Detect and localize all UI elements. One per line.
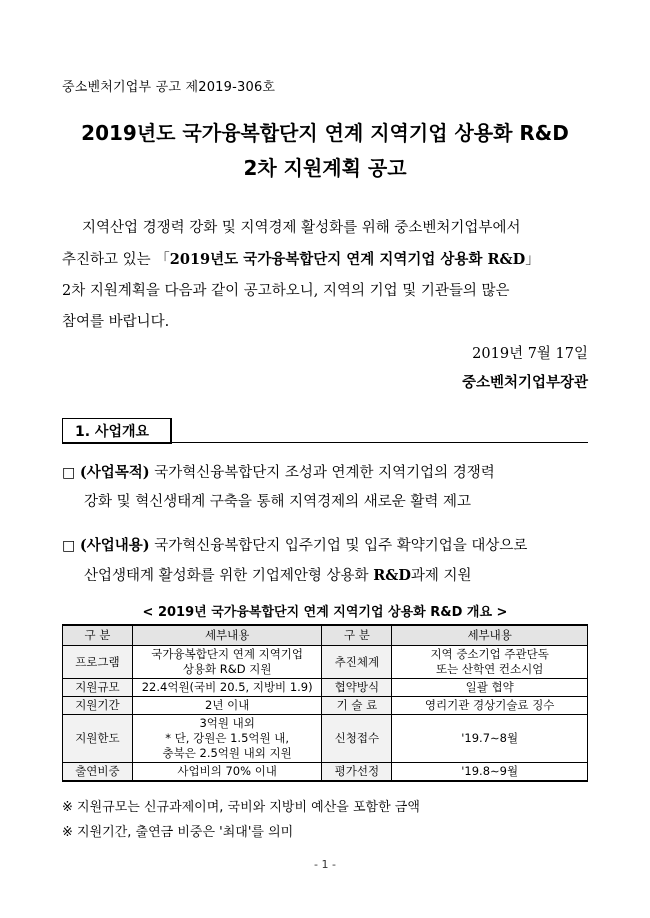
section-divider (172, 442, 588, 443)
bullet-text: 산업생태계 활성화를 위한 기업제안형 상용화 (84, 568, 374, 584)
notice-date: 2019년 7월 17일 (472, 346, 588, 362)
table-label-cell: 기 술 료 (322, 697, 392, 715)
table-label-cell: 지원한도 (63, 715, 133, 763)
bullet-line (62, 531, 597, 561)
cell-line: * 단, 강원은 1.5억원 내, (165, 731, 290, 745)
table-row (63, 763, 588, 782)
bullet-label: (사업내용) (79, 537, 150, 554)
intro-text: 」 (525, 252, 540, 268)
cell-line: 지역 중소기업 주관단독 (430, 647, 549, 661)
table-cell: 22.4억원(국비 20.5, 지방비 1.9) (132, 679, 322, 697)
table-cell: 2년 이내 (132, 697, 322, 715)
table-cell: '19.7∼8월 (392, 715, 588, 763)
bullet-text: 국가혁신융복합단지 조성과 연계한 지역기업의 경쟁력 (149, 465, 495, 481)
table-cell (132, 715, 322, 763)
bullet-line (62, 458, 597, 488)
page-title-line2: 2차 지원계획 공고 (243, 156, 407, 180)
table-label-cell: 프로그램 (63, 646, 133, 679)
bullet-text-bold: R&D (373, 567, 411, 584)
table-header-cell: 세부내용 (132, 625, 322, 646)
table-caption: < 2019년 국가융복합단지 연계 지역기업 상용화 R&D 개요 > (142, 605, 508, 620)
table-cell: 일괄 협약 (392, 679, 588, 697)
cell-line: 3억원 내외 (199, 716, 255, 730)
notice-number: 중소벤처기업부 공고 제2019-306호 (62, 80, 276, 95)
cell-line: 국가융복합단지 연계 지역기업 (151, 647, 304, 661)
table-header-cell: 구 분 (63, 625, 133, 646)
table-label-cell: 신청접수 (322, 715, 392, 763)
overview-table (62, 624, 588, 782)
intro-line: 2차 지원계획을 다음과 같이 공고하오니, 지역의 기업 및 기관들의 많은 (62, 283, 510, 299)
bullet-label: (사업목적) (79, 464, 150, 481)
intro-line: 지역산업 경쟁력 강화 및 지역경제 활성화를 위해 중소벤처기업부에서 (82, 220, 521, 236)
table-row (63, 646, 588, 679)
bullet-content (62, 531, 597, 591)
table-row (63, 697, 588, 715)
table-row (63, 715, 588, 763)
table-header-row (63, 625, 588, 646)
cell-line: 상용화 R&D 지원 (182, 662, 272, 676)
table-label-cell: 추진체계 (322, 646, 392, 679)
table-cell: 사업비의 70% 이내 (132, 763, 322, 782)
table-cell (392, 646, 588, 679)
checkbox-icon: □ (62, 538, 76, 554)
cell-line: 충북은 2.5억원 내외 지원 (162, 746, 292, 760)
issuing-organization: 중소벤처기업부장관 (461, 374, 588, 391)
table-cell: 영리기관 경상기술료 징수 (392, 697, 588, 715)
table-label-cell: 평가선정 (322, 763, 392, 782)
footnote: ※ 지원기간, 출연금 비중은 '최대'를 의미 (62, 825, 294, 840)
cell-line: 또는 산학연 컨소시엄 (436, 662, 544, 676)
page-number: - 1 - (314, 858, 336, 871)
table-label-cell: 출연비중 (63, 763, 133, 782)
table-cell: '19.8∼9월 (392, 763, 588, 782)
table-label-cell: 지원규모 (63, 679, 133, 697)
table-label-cell: 협약방식 (322, 679, 392, 697)
intro-line: 참여를 바랍니다. (62, 314, 170, 330)
table-row (63, 679, 588, 697)
bullet-line (62, 561, 597, 591)
intro-text: 추진하고 있는 「 (62, 252, 170, 268)
table-header-cell: 구 분 (322, 625, 392, 646)
table-label-cell: 지원기간 (63, 697, 133, 715)
page-title-line1: 2019년도 국가융복합단지 연계 지역기업 상용화 R&D (81, 121, 569, 145)
bullet-purpose (62, 458, 597, 517)
table-header-cell: 세부내용 (392, 625, 588, 646)
bullet-text: 과제 지원 (410, 568, 472, 584)
bullet-text: 국가혁신융복합단지 입주기업 및 입주 확약기업을 대상으로 (149, 538, 528, 554)
footnote: ※ 지원규모는 신규과제이며, 국비와 지방비 예산을 포함한 금액 (62, 800, 420, 815)
table-cell (132, 646, 322, 679)
checkbox-icon: □ (62, 465, 76, 481)
program-name: 2019년도 국가융복합단지 연계 지역기업 상용화 R&D (169, 251, 526, 268)
section-heading: 1. 사업개요 (62, 418, 172, 444)
bullet-line: 강화 및 혁신생태계 구축을 통해 지역경제의 새로운 활력 제고 (84, 494, 472, 510)
intro-paragraph (62, 213, 597, 338)
intro-line (62, 244, 597, 276)
